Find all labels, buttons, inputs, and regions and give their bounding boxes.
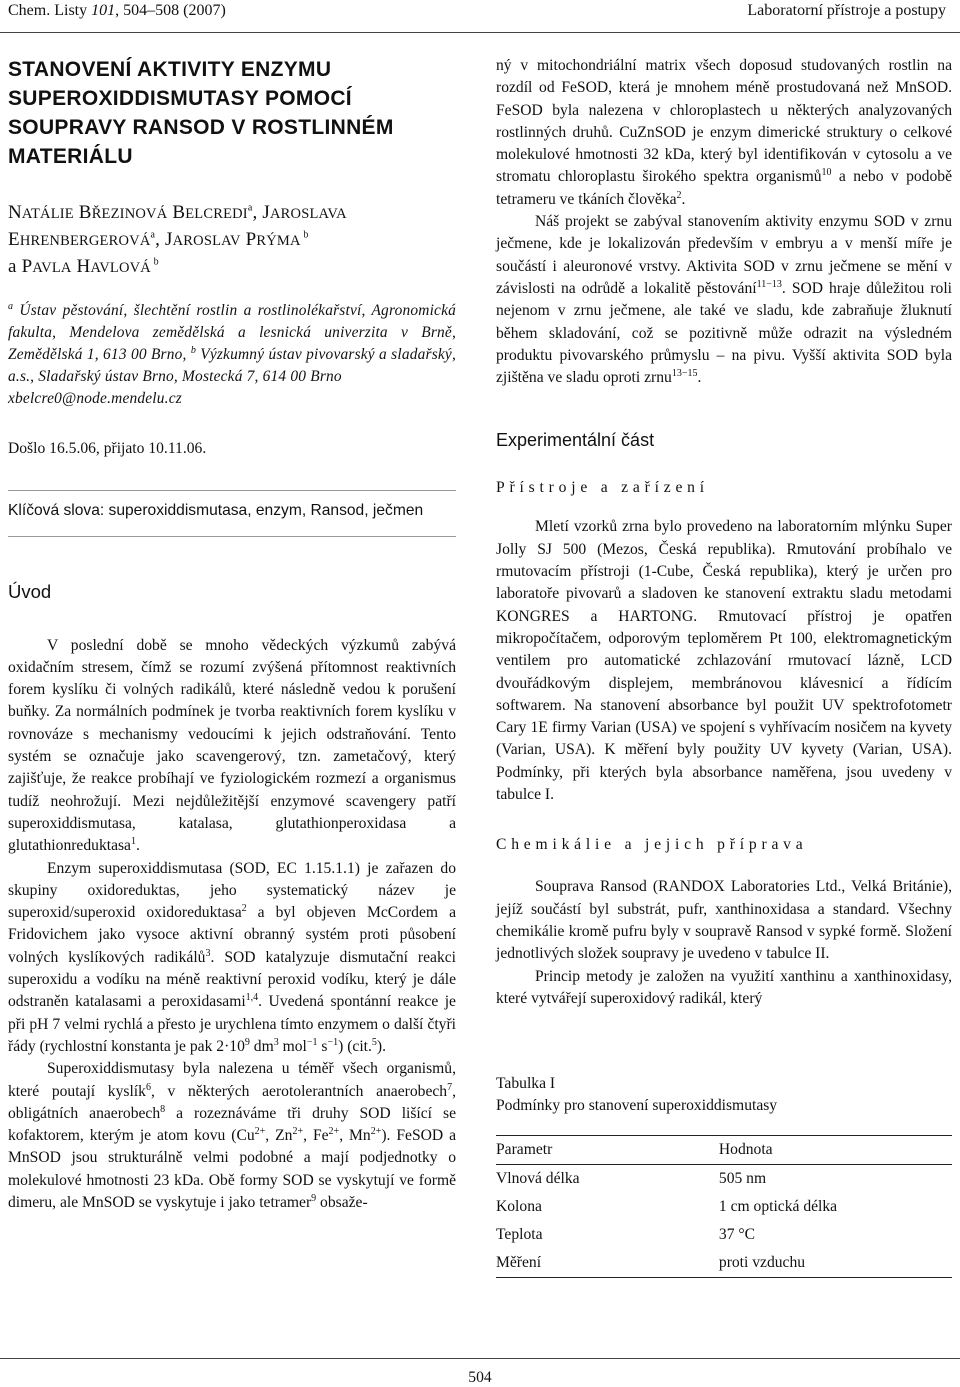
text-run: ný v mitochondriální matrix všech doposud studovaných rostlin na rozdíl od FeSOD, která je mnohem méně prostudovaná než MnSOD. FeSOD byla nalezena v chloroplastech u některých analyzovaných rostlinných druhů. CuZnSOD je enzym dimerické struktury o celkové molekulové hmotnosti 32 kDa, který byl identifikován v cytosolu a ve stromatu chloroplastu širokého spektra organismů xyxy=(496,57,952,186)
text-run: , Mn xyxy=(339,1127,371,1145)
text-run: Výzkumný ústav pivovarský a sladařský, a.s., Sladařský ústav Brno, Mostecká 7, 614 00 Brno xyxy=(8,346,456,385)
text-run: . xyxy=(697,369,702,387)
superscript: 1,4 xyxy=(245,992,259,1004)
author-line xyxy=(8,227,456,254)
text-run: , v některých aerotolerantních anaerobech xyxy=(150,1082,448,1100)
small-caps-text: ŘEZINOVÁ xyxy=(91,206,168,222)
text-run: , Zn xyxy=(265,1127,293,1145)
text-run: . xyxy=(135,837,140,855)
table-label: Tabulka I xyxy=(496,1075,556,1093)
text-run: a P xyxy=(8,256,33,277)
page-number: 504 xyxy=(468,1369,492,1386)
chemicals-paragraph-1: Souprava Ransod (RANDOX Laboratories Ltd., Velká Británie), jejíž součástí byl substrát, pufr, xanthinoxidasa a standard. Všechny chemikálie kromě pufru byly v soupravě Ransod v sypké formě. Složení jednotlivých složek soupravy je uvedeno v tabulce II. xyxy=(496,878,952,963)
title-line: SUPEROXIDDISMUTASY POMOCÍ xyxy=(8,87,352,110)
instruments-paragraph: Mletí vzorků zrna bylo provedeno na laboratorním mlýnku Super Jolly SJ 500 (Mezos, Česká republika). Rmutování probíhalo ve rmutovacím přístroji (1-Cube, Česká republika), který je určen pro laboratoře pivovarů a sladoven ke stanovení extraktu sladu metodami KONGRES a HARTONG. Rmutovací přístroj je opatřen mikropočítačem, odporovým teploměrem Pt 100, elektromagnetickým ventilem pro automatické zchlazování rmutovací lázně, LCD dvouřádkovým displejem, membránovou klávesnicí a řídícím softwarem. Na stanovení absorbance byl použit UV spektrofotometr Cary 1E firmy Varian (USA) ve spojení s vyhřívacím nosičem na kyvety (Varian, USA). K měření byly použity UV kyvety (Varian, USA). Podmínky, při kterých byla absorbance naměřena, jsou uvedeny v tabulce I. xyxy=(496,518,952,804)
author-line xyxy=(8,254,456,281)
superscript: 6 xyxy=(145,1081,151,1093)
superscript: 5 xyxy=(371,1036,377,1048)
title-line: MATERIÁLU xyxy=(8,145,133,168)
small-caps-text: AROSLAV xyxy=(172,233,241,249)
table-header-cell: Hodnota xyxy=(718,1140,773,1158)
text-run: a nebo v podobě tetrameru ve tkáních člověka xyxy=(496,168,952,208)
superscript: −1 xyxy=(306,1036,318,1048)
table-header-row xyxy=(496,1136,952,1165)
text-run: Superoxiddismutasy byla nalezena u téměř všech organismů, které poutají kyslík xyxy=(8,1060,456,1100)
paragraph xyxy=(8,1058,456,1214)
value-cell: 37 °C xyxy=(718,1225,756,1243)
superscript: −1 xyxy=(327,1036,339,1048)
table-row xyxy=(496,1221,952,1249)
text-run: obsaže- xyxy=(316,1194,368,1212)
superscript: 7 xyxy=(447,1081,453,1093)
small-caps-text: ATÁLIE xyxy=(21,206,74,222)
text-run: , obligátních anaerobech xyxy=(8,1082,456,1122)
text-run: dm xyxy=(249,1037,274,1055)
text-run: a rozeznáváme tři druhy SOD lišící se kofaktorem, kterým je atom kovu (Cu xyxy=(8,1104,456,1145)
conditions-table xyxy=(496,1135,952,1278)
article-authors xyxy=(8,200,456,281)
parameter-cell: Kolona xyxy=(496,1197,542,1215)
text-run: , Fe xyxy=(303,1127,329,1145)
text-run: B xyxy=(73,202,92,223)
paragraph xyxy=(8,635,456,858)
superscript: 2+ xyxy=(370,1125,382,1137)
table-row xyxy=(496,1193,952,1221)
header-rule xyxy=(0,32,960,33)
intro-heading: Úvod xyxy=(8,580,52,602)
paragraph xyxy=(8,858,456,1059)
footer-rule xyxy=(0,1358,960,1359)
author-line xyxy=(8,200,456,227)
experimental-heading: Experimentální část xyxy=(496,430,655,451)
superscript: 8 xyxy=(160,1103,166,1115)
text-run: E xyxy=(8,229,20,250)
text-run: H xyxy=(71,256,91,277)
superscript: 1 xyxy=(130,836,136,848)
small-caps-text: AVLA xyxy=(32,260,72,276)
superscript: 2+ xyxy=(328,1125,340,1137)
superscript: 2 xyxy=(676,189,682,201)
superscript: 10 xyxy=(821,167,832,179)
journal-pages: , 504–508 (2007) xyxy=(115,2,226,19)
text-run: ). FeSOD a MnSOD jsou strukturálně velmi podobné a mají podjednotky o molekulové hmotnosti 23 kDa. Obě formy SOD se vyskytují ve formě dimeru, ale MnSOD se vyskytuje i jako tetramer xyxy=(8,1127,457,1212)
small-caps-text: AROSLAVA xyxy=(269,206,347,222)
superscript: 2+ xyxy=(292,1125,304,1137)
value-cell: proti vzduchu xyxy=(718,1253,806,1271)
text-run: a byl objeven McCordem a Fridovichem jako vysoce aktivní obranný systém proti působení volných kyslíkových radikálů xyxy=(8,904,456,966)
text-run: , J xyxy=(155,229,173,250)
paragraph xyxy=(496,55,952,211)
table-row xyxy=(496,1165,952,1194)
running-header-left xyxy=(8,2,226,20)
running-header-section: Laboratorní přístroje a postupy xyxy=(747,2,946,19)
superscript: a xyxy=(150,229,156,241)
text-run: mol xyxy=(278,1037,307,1055)
text-run: s xyxy=(317,1037,328,1055)
table-title: Podmínky pro stanovení superoxiddismutasy xyxy=(496,1097,778,1115)
value-cell: 1 cm optická délka xyxy=(718,1197,838,1215)
chemicals-paragraph-2: Princip metody je založen na využití xanthinu a xanthinoxidasy, které vytvářejí superoxidový radikál, který xyxy=(496,967,952,1007)
subsection-chemicals: Chemikálie a jejich příprava xyxy=(496,836,808,854)
small-caps-text: RÝMA xyxy=(256,233,301,249)
superscript: 3 xyxy=(273,1036,279,1048)
text-run: ). xyxy=(376,1037,387,1055)
table-row xyxy=(496,1249,952,1278)
superscript: 2+ xyxy=(254,1125,266,1137)
table-caption xyxy=(496,1073,952,1117)
article-title xyxy=(8,55,456,171)
value-cell: 505 nm xyxy=(718,1169,767,1187)
keywords: Klíčová slova: superoxiddismutasa, enzym, Ransod, ječmen xyxy=(8,490,456,536)
right-column xyxy=(496,55,952,1278)
text-run: B xyxy=(167,202,186,223)
subsection-instruments: Přístroje a zařízení xyxy=(496,479,709,497)
text-run: Enzym superoxiddismutasa (SOD, EC 1.15.1.1) je zařazen do skupiny oxidoreduktas, jeho systematický název je superoxid/superoxid oxidoreduktasa xyxy=(8,859,456,922)
text-run: . xyxy=(681,190,686,208)
superscript: 13−15 xyxy=(671,367,698,379)
journal-volume: 101 xyxy=(91,2,116,19)
superscript: a xyxy=(247,202,253,214)
table-header-cell: Parametr xyxy=(496,1140,553,1158)
affiliation-text xyxy=(8,302,456,385)
paragraph xyxy=(496,211,952,389)
text-run: Ústav pěstování, šlechtění rostlin a rostlinolékařství, Agronomická fakulta, Mendelova zemědělská a lesnická univerzita v Brně, Zemědělská 1, 613 00 Brno, xyxy=(8,302,456,363)
small-caps-text: ELCREDI xyxy=(185,206,248,222)
intro-body xyxy=(8,635,456,1215)
title-line: STANOVENÍ AKTIVITY ENZYMU xyxy=(8,58,332,81)
received-accepted-dates: Došlo 16.5.06, přijato 10.11.06. xyxy=(8,440,207,457)
superscript: 3 xyxy=(205,947,211,959)
journal-name: Chem. Listy xyxy=(8,2,92,19)
text-run: , J xyxy=(252,202,270,223)
small-caps-text: AVLOVÁ xyxy=(90,260,151,276)
text-run: N xyxy=(8,202,22,223)
text-run: V poslední době se mnoho vědeckých výzkumů zabývá oxidačním stresem, čímž se rozumí zvýšená přítomnost reaktivních forem kyslíku či volných radikálů, které následně vedou k porušení buňky. Za normálních podmínek je tvorba reaktivních forem kyslíku v rovnováze s mechanismy vedoucími k jejich odstraňování. Tento systém se označuje jako scavengerový, tzn. zametačový, který zajišťuje, že reakce probíhají ve fyziologickém rozmezí a organismus tudíž neohrožují. Mezi nejdůležitější enzymové scavengery patří superoxiddismutasa, katalasa, glutathionperoxidasa a glutathionreduktasa xyxy=(8,636,456,855)
right-body xyxy=(496,55,952,389)
superscript: a xyxy=(8,300,14,312)
parameter-cell: Vlnová délka xyxy=(496,1169,580,1187)
superscript: 11−13 xyxy=(756,278,782,290)
parameter-cell: Měření xyxy=(496,1253,542,1271)
left-column xyxy=(8,55,456,1214)
text-run: P xyxy=(240,229,257,250)
title-line: SOUPRAVY RANSOD V ROSTLINNÉM xyxy=(8,116,394,139)
superscript: 2 xyxy=(241,902,247,914)
contact-email: xbelcre0@node.mendelu.cz xyxy=(8,390,182,407)
text-run: . Uvedená spontánní reakce je při pH 7 velmi rychlá a přesto je urychlena tímto enzymem o další čtyři řády (rychlostní konstanta je pak 2·10 xyxy=(8,993,456,1055)
superscript: b xyxy=(300,229,309,241)
text-run: . SOD katalyzuje dismutační reakci superoxidu a vodíku na méně reaktivní peroxid vodíku, který je dále odstraněn katalasami a peroxidasami xyxy=(8,948,456,1011)
superscript: 9 xyxy=(244,1036,250,1048)
small-caps-text: HRENBERGEROVÁ xyxy=(19,233,151,249)
text-run: . SOD hraje důležitou roli nejenom v zrnu ječmene, ale také ve sladu, kde zabraňuje žluknutí během skladování, což se pozitivně může odrazit na výsledném produktu pivovarského průmyslu – na pivu. Vyšší aktivita SOD byla zjištěna ve sladu oproti zrnu xyxy=(496,279,952,387)
text-run: Náš projekt se zabýval stanovením aktivity enzymu SOD v zrnu ječmene, kde je lokalizován především v embryu a v menší míře je součástí i aleuronové vrstvy. Aktivita SOD v zrnu ječmene se mění v závislosti na odrůdě a lokalitě pěstování xyxy=(496,213,952,297)
superscript: 9 xyxy=(311,1192,317,1204)
parameter-cell: Teplota xyxy=(496,1225,543,1243)
affiliation-block xyxy=(8,300,456,410)
superscript: b xyxy=(150,256,159,268)
superscript: b xyxy=(190,344,197,356)
text-run: ) (cit. xyxy=(338,1037,372,1055)
